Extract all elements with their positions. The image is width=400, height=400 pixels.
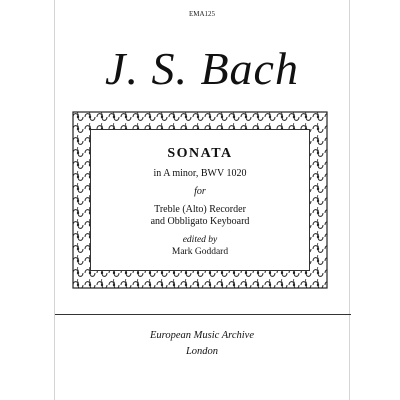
edited-by-label: edited by (182, 235, 218, 245)
ornamental-frame (72, 111, 328, 289)
catalog-number: EMA125 (188, 10, 216, 18)
editor-name: Mark Goddard (171, 247, 229, 257)
publisher-city: London (185, 346, 219, 357)
publisher-divider (55, 314, 351, 315)
composer-name: J. S. Bach (105, 43, 299, 94)
key-and-catalogue: in A minor, BWV 1020 (153, 168, 247, 179)
publisher-name: European Music Archive (149, 330, 254, 341)
work-title: SONATA (167, 146, 233, 161)
instrumentation-line-2: and Obbligato Keyboard (150, 216, 250, 227)
score-cover-page (54, 0, 350, 400)
title-panel (90, 129, 310, 271)
instrumentation-line-1: Treble (Alto) Recorder (154, 204, 246, 215)
for-label: for (194, 186, 206, 197)
